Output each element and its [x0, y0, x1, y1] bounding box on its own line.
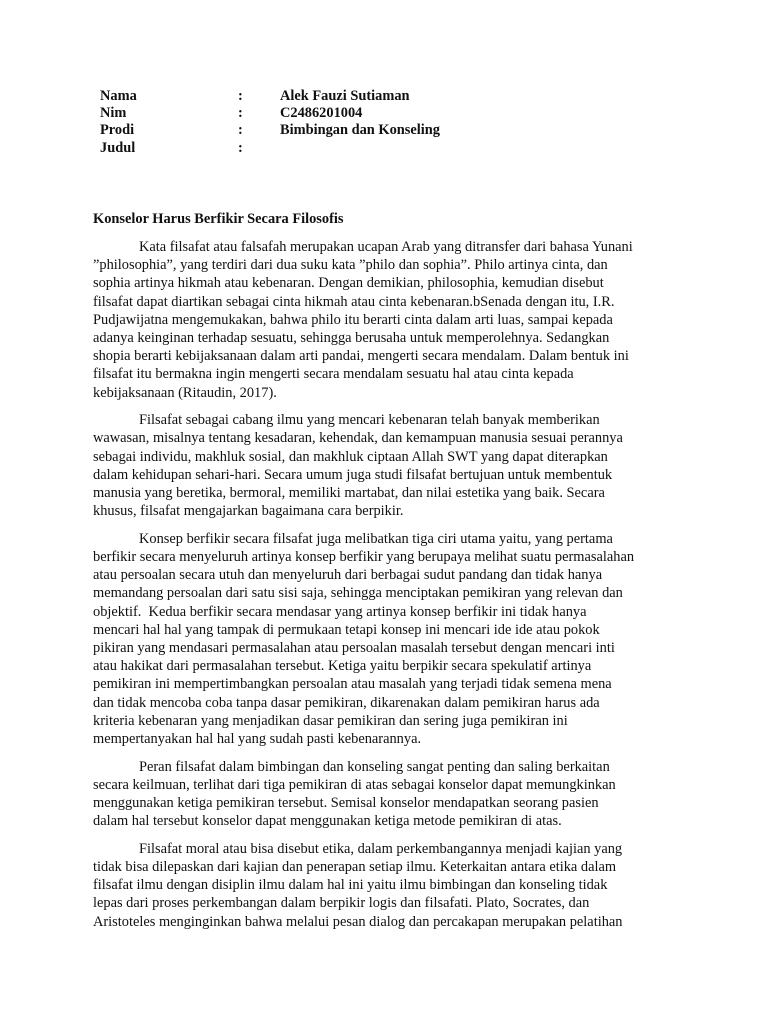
paragraph-line: filsafat itu bermakna ingin mengerti secara mendalam sesuatu hal atau cinta kepada	[93, 366, 574, 383]
paragraph-line: kriteria kebenaran yang menjadikan dasar pemikiran dan sering juga pemikiran ini	[93, 712, 568, 729]
paragraph-line: Aristoteles menginginkan bahwa melalui pesan dialog dan percakapan merupakan pelatihan	[93, 913, 623, 930]
body-paragraph	[93, 840, 677, 931]
paragraph-line: sebagai individu, makhluk sosial, dan makhluk ciptaan Allah SWT yang dapat diterapkan	[93, 448, 608, 465]
paragraph-line: khusus, filsafat mengajarkan bagaimana cara berpikir.	[93, 503, 404, 520]
paragraph-line: sophia artinya hikmah atau kebenaran. Dengan demikian, philosophia, kemudian disebut	[93, 275, 604, 292]
info-value-nim: C2486201004	[280, 105, 363, 122]
paragraph-line: secara keilmuan, terlihat dari tiga pemikiran di atas sebagai konselor dapat memungkinkan	[93, 776, 616, 793]
paragraph-line: dalam hal tersebut konselor dapat menggunakan ketiga metode pemikiran di atas.	[93, 813, 562, 830]
paragraph-line: dan tidak mencoba coba tanpa dasar pemikiran, dikarenakan dalam pemikiran harus ada	[93, 694, 600, 711]
info-label: Judul	[100, 139, 136, 156]
paragraph-list	[93, 238, 677, 931]
paragraph-line: Filsafat moral atau bisa disebut etika, dalam perkembangannya menjadi kajian yang	[139, 840, 623, 857]
paragraph-line: mencari hal hal yang tampak di permukaan tetapi konsep ini mencari ide ide atau pokok	[93, 621, 600, 638]
info-value-prodi: Bimbingan dan Konseling	[280, 122, 440, 139]
paragraph-line: wawasan, misalnya tentang kesadaran, kehendak, dan kemampuan manusia sesuai perannya	[93, 430, 623, 447]
body-paragraph	[93, 238, 677, 402]
paragraph-line: shopia berarti kebijaksanaan dalam arti pandai, mengerti secara mendalam. Dalam bentuk ini	[93, 348, 629, 365]
paragraph-line: dalam kehidupan sehari-hari. Secara umum juga studi filsafat bertujuan untuk membentuk	[93, 466, 613, 483]
paragraph-line: pemikiran ini mempertimbangkan persoalan atau masalah yang terjadi tidak semena mena	[93, 676, 612, 693]
paragraph-line: adanya keinginan terhadap sesuatu, sehingga berusaha untuk memperolehnya. Sedangkan	[93, 329, 610, 346]
info-colon: :	[238, 122, 243, 139]
paragraph-line: ”philosophia”, yang terdiri dari dua suku kata ”philo dan sophia”. Philo artinya cinta, dan	[93, 257, 608, 274]
paragraph-line: menggunakan ketiga pemikiran tersebut. Semisal konselor mendapatkan seorang pasien	[93, 794, 599, 811]
info-label: Prodi	[100, 122, 135, 139]
body-paragraph	[93, 758, 677, 831]
info-colon: :	[238, 139, 243, 156]
info-label: Nim	[100, 105, 127, 122]
paragraph-line: lepas dari proses perkembangan dalam berpikir logis dan filsafati. Plato, Socrates, dan	[93, 895, 590, 912]
info-label: Nama	[100, 88, 137, 104]
paragraph-line: filsafat dapat diartikan sebagai cinta hikmah atau cinta kebenaran.bSenada dengan itu, I.R.	[93, 293, 615, 310]
paragraph-line: pikiran yang mendasari permasalahan atau persoalan masalah tersebut dengan mencari inti	[93, 639, 615, 656]
paragraph-line: berfikir secara menyeluruh artinya konsep berfikir yang berupaya melihat suatu permasalahan	[93, 549, 635, 565]
document-title: Konselor Harus Berfikir Secara Filosofis	[93, 211, 344, 227]
body-paragraph	[93, 411, 677, 520]
paragraph-line: kebijaksanaan (Ritaudin, 2017).	[93, 384, 277, 401]
body-paragraph	[93, 530, 677, 748]
paragraph-line: tidak bisa dilepaskan dari kajian dan penerapan setiap ilmu. Keterkaitan antara etika dalam	[93, 859, 617, 875]
paragraph-line: Konsep berfikir secara filsafat juga melibatkan tiga ciri utama yaitu, yang pertama	[139, 530, 613, 547]
paragraph-line: objektif. Kedua berfikir secara mendasar yang artinya konsep berfikir ini tidak hanya	[93, 603, 587, 620]
info-value-name: Alek Fauzi Sutiaman	[280, 88, 410, 104]
document-body	[93, 210, 677, 940]
info-colon: :	[238, 105, 243, 122]
paragraph-line: Filsafat sebagai cabang ilmu yang mencari kebenaran telah banyak memberikan	[139, 412, 600, 429]
paragraph-line: atau persoalan secara utuh dan menyeluruh dari berbagai sudut pandang dan tidak hanya	[93, 567, 603, 584]
paragraph-line: Kata filsafat atau falsafah merupakan ucapan Arab yang ditransfer dari bahasa Yunani	[139, 239, 633, 255]
info-colon: :	[238, 88, 243, 104]
paragraph-line: Pudjawijatna mengemukakan, bahwa philo itu berarti cinta dalam arti luas, sampai kepada	[93, 311, 613, 328]
paragraph-line: memandang persoalan dari satu sisi saja, sehingga menciptakan pemikiran yang relevan dan	[93, 585, 623, 602]
paragraph-line: mempertanyakan hal hal yang sudah pasti kebenarannya.	[93, 730, 422, 747]
paragraph-line: atau hakikat dari permasalahan tersebut. Ketiga yaitu berpikir secara spekulatif artinya	[93, 658, 592, 675]
paragraph-line: manusia yang beretika, bermoral, memiliki martabat, dan nilai estetika yang baik. Secara	[93, 484, 605, 501]
paragraph-line: Peran filsafat dalam bimbingan dan konseling sangat penting dan saling berkaitan	[139, 758, 610, 775]
paragraph-line: filsafat ilmu dengan disiplin ilmu dalam hal ini yaitu ilmu bimbingan dan konseling tidak	[93, 877, 608, 894]
